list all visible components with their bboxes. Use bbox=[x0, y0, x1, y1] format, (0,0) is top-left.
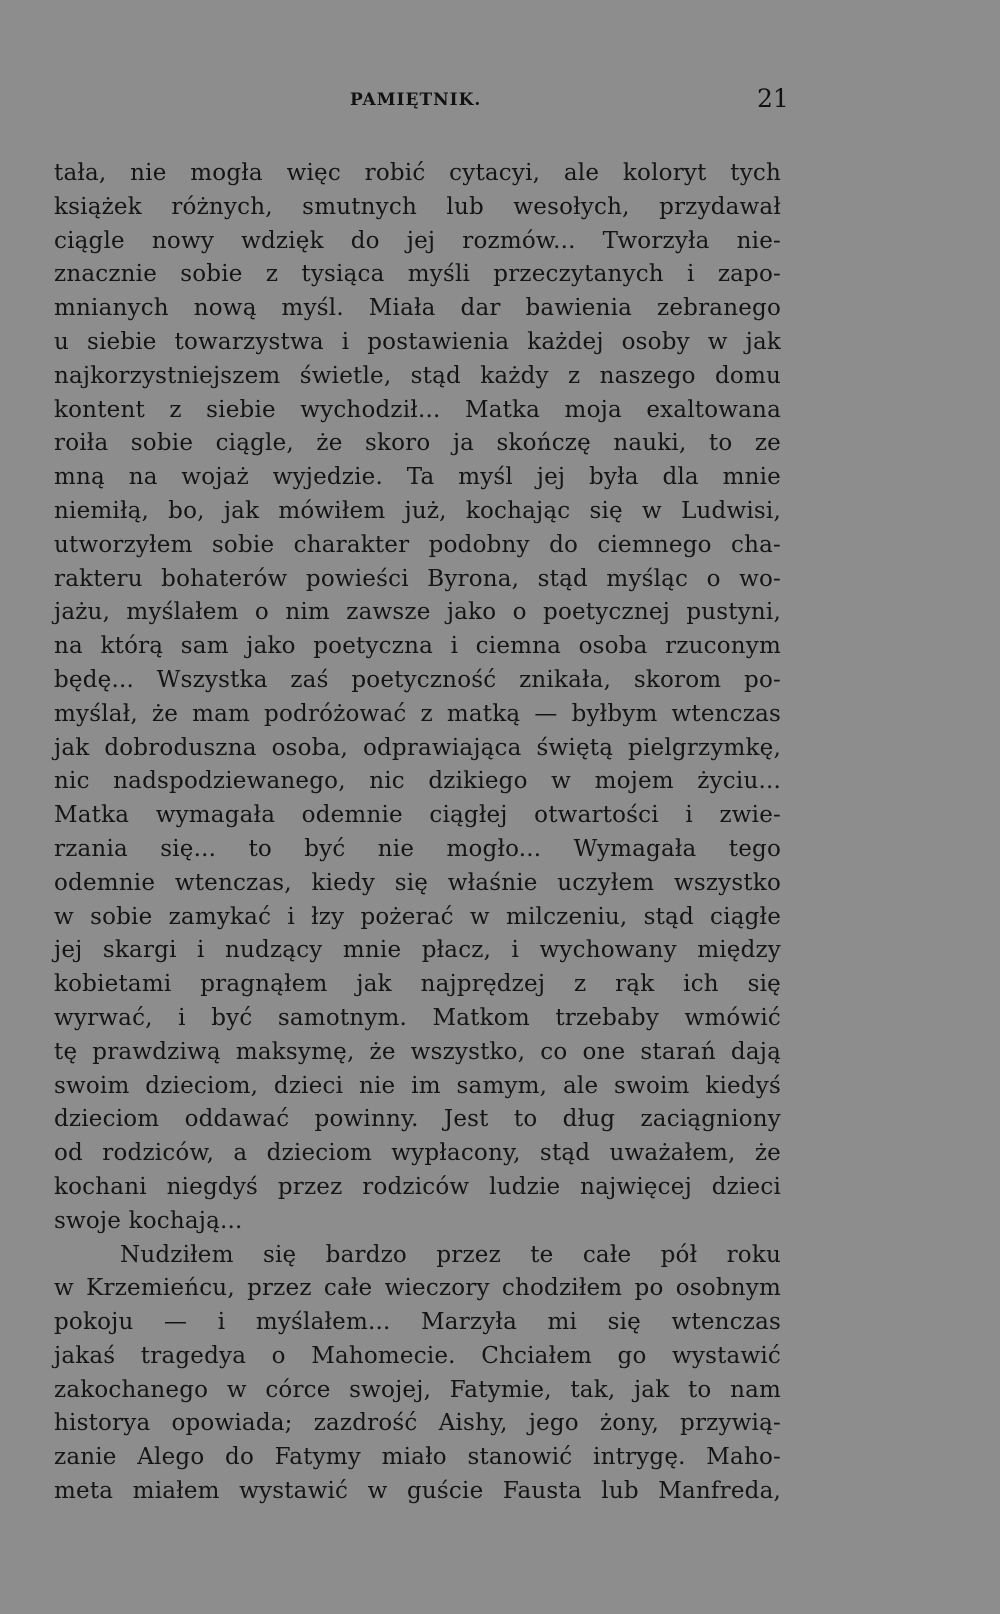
text-line: jak dobroduszna osoba, odprawiająca świętą pielgrzymkę, bbox=[54, 734, 781, 761]
text-line: od rodziców, a dzieciom wypłacony, stąd uważałem, że bbox=[54, 1140, 781, 1167]
text-line: mnianych nową myśl. Miała dar bawienia zebranego bbox=[54, 295, 781, 322]
text-line: tę prawdziwą maksymę, że wszystko, co one starań dają bbox=[54, 1038, 781, 1065]
text-line: meta miałem wystawić w guście Fausta lub Manfreda, bbox=[54, 1478, 781, 1505]
running-title: PAMIĘTNIK. bbox=[350, 90, 482, 110]
text-line: zanie Alego do Fatymy miało stanowić intrygę. Maho- bbox=[54, 1444, 781, 1471]
text-line: tała, nie mogła więc robić cytacyi, ale koloryt tych bbox=[54, 160, 781, 186]
text-line: w Krzemieńcu, przez całe wieczory chodziłem po osobnym bbox=[54, 1275, 781, 1302]
text-line: ciągle nowy wdzięk do jej rozmów... Tworzyła nie- bbox=[54, 227, 781, 254]
body-text bbox=[54, 157, 781, 1509]
text-line: zakochanego w córce swojej, Fatymie, tak, jak to nam bbox=[54, 1376, 781, 1403]
text-line: rakteru bohaterów powieści Byrona, stąd myśląc o wo- bbox=[54, 565, 781, 592]
text-line: mną na wojaż wyjedzie. Ta myśl jej była dla mnie bbox=[54, 464, 781, 491]
text-line: będę... Wszystka zaś poetyczność znikała, skorom po- bbox=[54, 666, 781, 693]
page-number: 21 bbox=[757, 84, 789, 113]
text-line: książek różnych, smutnych lub wesołych, przydawał bbox=[54, 193, 781, 220]
text-line: jakaś tragedya o Mahomecie. Chciałem go wystawić bbox=[54, 1342, 781, 1369]
text-line: kontent z siebie wychodził... Matka moja exaltowana bbox=[54, 396, 781, 423]
text-line: jażu, myślałem o nim zawsze jako o poetycznej pustyni, bbox=[54, 599, 781, 626]
text-line: swoim dzieciom, dzieci nie im samym, ale swoim kiedyś bbox=[54, 1072, 781, 1099]
text-line: pokoju — i myślałem... Marzyła mi się wtenczas bbox=[54, 1309, 781, 1336]
text-line: na którą sam jako poetyczna i ciemna osoba rzuconym bbox=[54, 633, 781, 660]
text-line: roiła sobie ciągle, że skoro ja skończę nauki, to ze bbox=[54, 430, 781, 457]
text-line: kochani niegdyś przez rodziców ludzie najwięcej dzieci bbox=[54, 1173, 781, 1200]
text-line: niemiłą, bo, jak mówiłem już, kochając się w Ludwisi, bbox=[54, 497, 781, 524]
text-line: odemnie wtenczas, kiedy się właśnie uczyłem wszystko bbox=[54, 869, 781, 896]
text-line: u siebie towarzystwa i postawienia każdej osoby w jak bbox=[54, 328, 781, 355]
running-head bbox=[0, 86, 1000, 120]
text-line: utworzyłem sobie charakter podobny do ciemnego cha- bbox=[54, 531, 781, 558]
paragraph-start-line: Nudziłem się bardzo przez te całe pół roku bbox=[120, 1241, 781, 1268]
text-line: dzieciom oddawać powinny. Jest to dług zaciągniony bbox=[54, 1106, 781, 1133]
text-line: najkorzystniejszem świetle, stąd każdy z naszego domu bbox=[54, 362, 781, 389]
text-line: myślał, że mam podróżować z matką — byłbym wtenczas bbox=[54, 700, 781, 727]
text-line: kobietami pragnąłem jak najprędzej z rąk ich się bbox=[54, 971, 781, 998]
text-line: Matka wymagała odemnie ciągłej otwartości i zwie- bbox=[54, 802, 781, 829]
text-line: znacznie sobie z tysiąca myśli przeczytanych i zapo- bbox=[54, 261, 781, 288]
text-line: jej skargi i nudzący mnie płacz, i wychowany między bbox=[54, 937, 781, 964]
text-line: wyrwać, i być samotnym. Matkom trzebaby wmówić bbox=[54, 1004, 781, 1031]
text-line: rzania się... to być nie mogło... Wymagała tego bbox=[54, 835, 781, 862]
paragraph-end-line: swoje kochają... bbox=[54, 1207, 243, 1234]
text-line: w sobie zamykać i łzy pożerać w milczeniu, stąd ciągłe bbox=[54, 903, 781, 930]
text-line: historya opowiada; zazdrość Aishy, jego żony, przywią- bbox=[54, 1410, 781, 1437]
text-line: nic nadspodziewanego, nic dzikiego w mojem życiu... bbox=[54, 768, 781, 795]
